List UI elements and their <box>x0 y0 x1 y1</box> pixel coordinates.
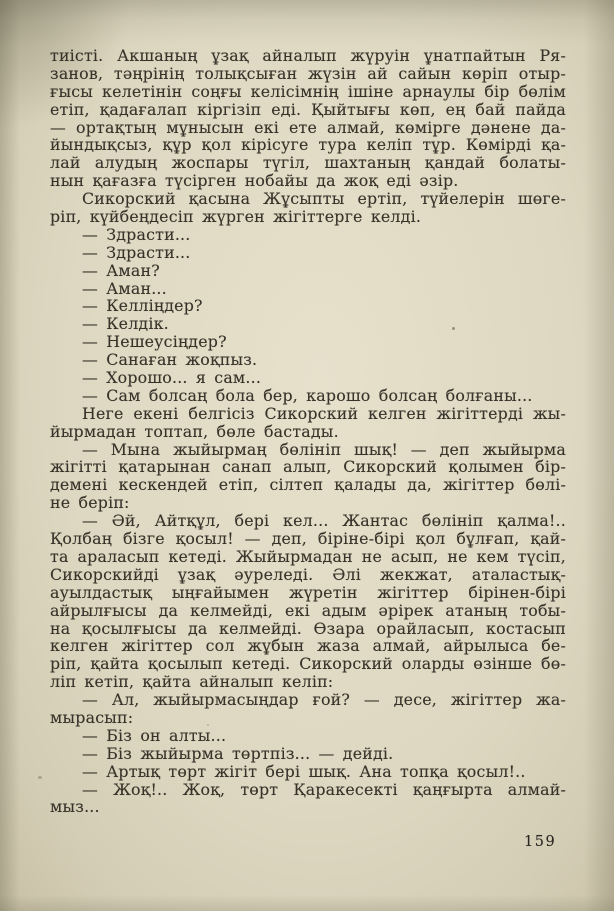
page-number: 159 <box>524 834 557 850</box>
text-line: нын қағазға түсірген нобайы да жоқ еді әзір. <box>50 171 459 191</box>
text-line: — Жоқ!.. Жоқ, төрт Қаракесекті қаңғырта алмай- <box>82 779 566 799</box>
text-line: ріп, күйбеңдесіп жүрген жігіттерге келді. <box>50 207 422 227</box>
text-line: лай алудың жоспары түгіл, шахтаның қандай болаты- <box>50 153 566 173</box>
text-line: Сикорскийді ұзақ әуреледі. Әлі жекжат, аталастық- <box>50 564 566 584</box>
text-line: — Аман... <box>82 278 167 298</box>
text-line: на қосылғысы да келмейді. Өзара орайласып, костасып <box>50 618 566 638</box>
text-line: — Сам болсаң бола бер, карошо болсаң болғаны... <box>82 385 533 405</box>
text-line: демені кескендей етіп, сілтеп қалады да, жігіттер бөлі- <box>50 475 566 495</box>
text-line: ліп кетіп, қайта айналып келіп: <box>50 672 334 692</box>
text-line: жігітті қатарынан санап алып, Сикорский қолымен бір- <box>50 457 566 477</box>
text-line: — Здрасти... <box>82 224 191 244</box>
text-line: — Келдік. <box>82 314 169 334</box>
text-line: айрылғысы да келмейді, екі адым әрірек атаның тобы- <box>50 600 566 620</box>
text-line: — Нешеусіңдер? <box>82 332 227 352</box>
scan-speck <box>452 327 455 330</box>
text-line: — Аман? <box>82 260 160 280</box>
text-line: ауылдастық ыңғайымен жүретін жігіттер бірінен-бірі <box>50 582 566 602</box>
text-line: етіп, қадағалап кіргізіп еді. Қыйтығы көп, ең бай пайда <box>50 99 566 119</box>
text-line: Неге екені белгісіз Сикорский келген жігіттерді жы- <box>82 403 566 423</box>
text-line: — ортақтың мұнысын екі ете алмай, көмірге дәнене да- <box>50 117 566 137</box>
text-line: келген жігіттер сол жұбын жаза алмай, айрылыса бе- <box>50 636 566 656</box>
text-line: Қолбаң бізге қосыл! — деп, біріне-бірі қол бұлғап, қай- <box>50 529 566 549</box>
text-line: йырмадан топтап, бөле бастады. <box>50 421 339 441</box>
text-line: мырасып: <box>50 707 134 727</box>
page-text <box>50 47 566 816</box>
text-line: — Здрасти... <box>82 242 191 262</box>
text-line: — Ал, жыйырмасыңдар ғой? — десе, жігіттер жа- <box>82 690 566 710</box>
text-line: занов, тәңрінің толықсыған жүзін ай сайын көріп отыр- <box>50 63 566 83</box>
text-line: — Біз жыйырма төртпіз... — дейді. <box>82 743 394 763</box>
scan-speck <box>207 724 209 726</box>
text-line: та араласып кетеді. Жыйырмадан не асып, не кем түсіп, <box>50 546 566 566</box>
text-line: Сикорский қасына Жұсыпты ертіп, түйелерін шөге- <box>82 189 566 209</box>
text-line: мыз... <box>50 797 100 817</box>
text-line: тиісті. Акшаның ұзақ айналып жүруін ұнатпайтын Ря- <box>50 46 566 65</box>
text-line: ріп, қайта қосылып кетеді. Сикорский оларды өзінше бө- <box>50 654 566 674</box>
text-line: — Келліңдер? <box>82 296 203 316</box>
scan-speck <box>38 776 42 779</box>
text-line: йындықсыз, құр қол кірісуге тура келіп тұр. Көмірді қа- <box>50 135 566 155</box>
text-line: не беріп: <box>50 493 130 513</box>
text-line: — Санаған жоқпыз. <box>82 350 258 370</box>
text-line: — Біз он алты... <box>82 725 227 745</box>
text-line: — Артық төрт жігіт бері шық. Ана топқа қосыл!.. <box>82 761 526 781</box>
text-line: ғысы келетінін соңғы келісімнің ішіне арнаулы бір бөлім <box>50 81 566 101</box>
text-line: — Мына жыйырмаң бөлініп шық! — деп жыйырма <box>82 439 566 459</box>
text-line: — Хорошо... я сам... <box>82 368 262 388</box>
text-line: — Әй, Айтқұл, бері кел... Жантас бөлініп қалма!.. <box>82 511 566 531</box>
